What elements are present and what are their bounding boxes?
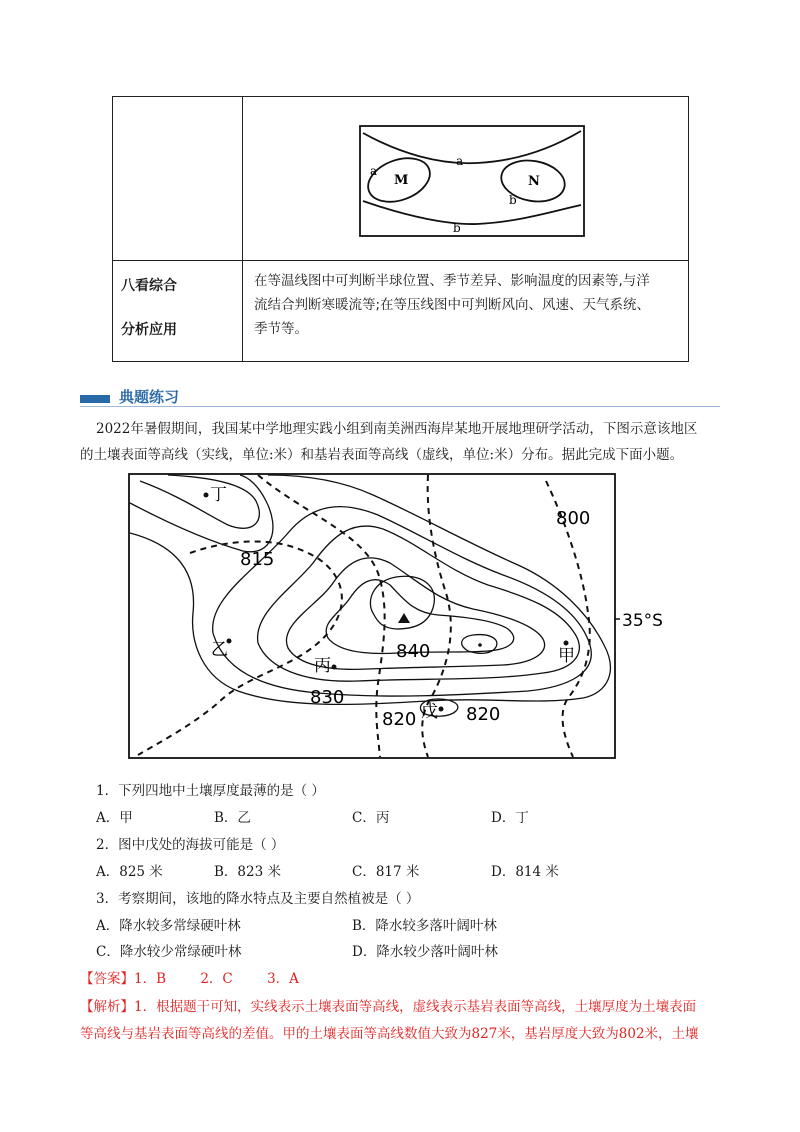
q3-option-d: D．降水较少落叶阔叶林 — [352, 944, 498, 960]
label-a-left: a — [370, 164, 378, 178]
label-a-top: a — [456, 154, 464, 168]
contour-ding-inner — [140, 475, 259, 528]
bedrock-contour-west — [138, 541, 345, 755]
q2-option-b: B．823 米 — [214, 864, 281, 880]
table-row-divider — [113, 260, 688, 261]
q1-option-b: B．乙 — [214, 810, 251, 826]
intro-paragraph — [80, 416, 736, 468]
row-label-line2: 分析应用 — [121, 322, 177, 338]
q1-option-d: D．丁 — [491, 810, 529, 826]
q2-option-d: D．814 米 — [491, 864, 559, 880]
contour-map — [128, 473, 672, 763]
row-label-line1: 八看综合 — [121, 278, 177, 294]
row-content — [254, 269, 684, 341]
analysis-paragraph — [80, 994, 740, 1048]
label-b-bottom: b — [453, 221, 461, 235]
label-yi: 乙 — [211, 640, 228, 660]
label-840: 840 — [396, 641, 431, 662]
label-b-right: b — [509, 193, 517, 207]
question-3-stem: 3．考察期间，该地的降水特点及主要自然植被是（ ） — [96, 891, 420, 907]
label-latitude: 35°S — [622, 611, 663, 631]
label-820-left: 820 — [382, 709, 417, 730]
label-n: N — [528, 174, 540, 189]
label-830: 830 — [310, 687, 345, 708]
soil-contours — [130, 475, 610, 716]
isoline-a — [363, 131, 581, 163]
q3-option-a: A．降水较多常绿硬叶林 — [96, 918, 241, 934]
analysis-line2: 等高线与基岩表面等高线的差值。甲的土壤表面等高线数值大致为827米，基岩厚度大致为802米，土壤 — [80, 1026, 699, 1042]
intro-line2: 的土壤表面等高线（实线，单位:米）和基岩表面等高线（虚线，单位:米）分布。据此完成下面小题。 — [80, 447, 684, 463]
point-ding — [204, 493, 209, 498]
isoline-diagram — [359, 125, 585, 237]
section-accent-bar — [80, 395, 110, 403]
point-jia — [564, 641, 569, 646]
map-frame — [129, 474, 615, 758]
label-800: 800 — [556, 508, 591, 529]
label-ding: 丁 — [210, 485, 227, 505]
answer-line: 【答案】1．B 2．C 3．A — [80, 971, 299, 987]
q3-option-c: C．降水较少常绿硬叶林 — [96, 944, 242, 960]
row-content-line3: 季节等。 — [254, 321, 308, 337]
point-bing — [332, 665, 337, 670]
question-1-stem: 1．下列四地中土壤厚度最薄的是（ ） — [96, 783, 325, 799]
label-m: M — [394, 173, 409, 188]
section-title: 典题练习 — [119, 388, 180, 406]
point-wu — [439, 707, 444, 712]
q2-option-a: A．825 米 — [96, 864, 163, 880]
intro-line1: 2022年暑假期间，我国某中学地理实践小组到南美洲西海岸某地开展地理研学活动，下图示意该地区 — [96, 421, 698, 437]
concept-table — [112, 96, 689, 362]
q2-option-c: C．817 米 — [352, 864, 420, 880]
isoline-b — [363, 201, 581, 224]
row-content-line2: 流结合判断寒暖流等;在等压线图中可判断风向、风速、天气系统、 — [254, 297, 651, 313]
q1-option-c: C．丙 — [352, 810, 390, 826]
section-rule — [80, 406, 720, 407]
bedrock-contours — [138, 475, 590, 757]
label-wu: 戊 — [421, 702, 438, 722]
table-column-divider — [242, 97, 243, 361]
summit-triangle — [398, 613, 410, 623]
point-jia-hill — [478, 643, 482, 647]
q3-option-b: B．降水较多落叶阔叶林 — [352, 918, 497, 934]
analysis-line1: 【解析】1．根据题干可知，实线表示土壤表面等高线，虚线表示基岩表面等高线，土壤厚度为土壤表面 — [80, 999, 697, 1015]
label-bing: 丙 — [314, 656, 331, 676]
bedrock-contour-middle — [258, 475, 385, 757]
q1-option-a: A．甲 — [96, 810, 133, 826]
row-content-line1: 在等温线图中可判断半球位置、季节差异、影响温度的因素等,与洋 — [254, 273, 650, 289]
label-820-right: 820 — [466, 704, 501, 725]
label-jia: 甲 — [558, 646, 575, 666]
question-2-stem: 2．图中戊处的海拔可能是（ ） — [96, 837, 285, 853]
label-815: 815 — [240, 549, 275, 570]
